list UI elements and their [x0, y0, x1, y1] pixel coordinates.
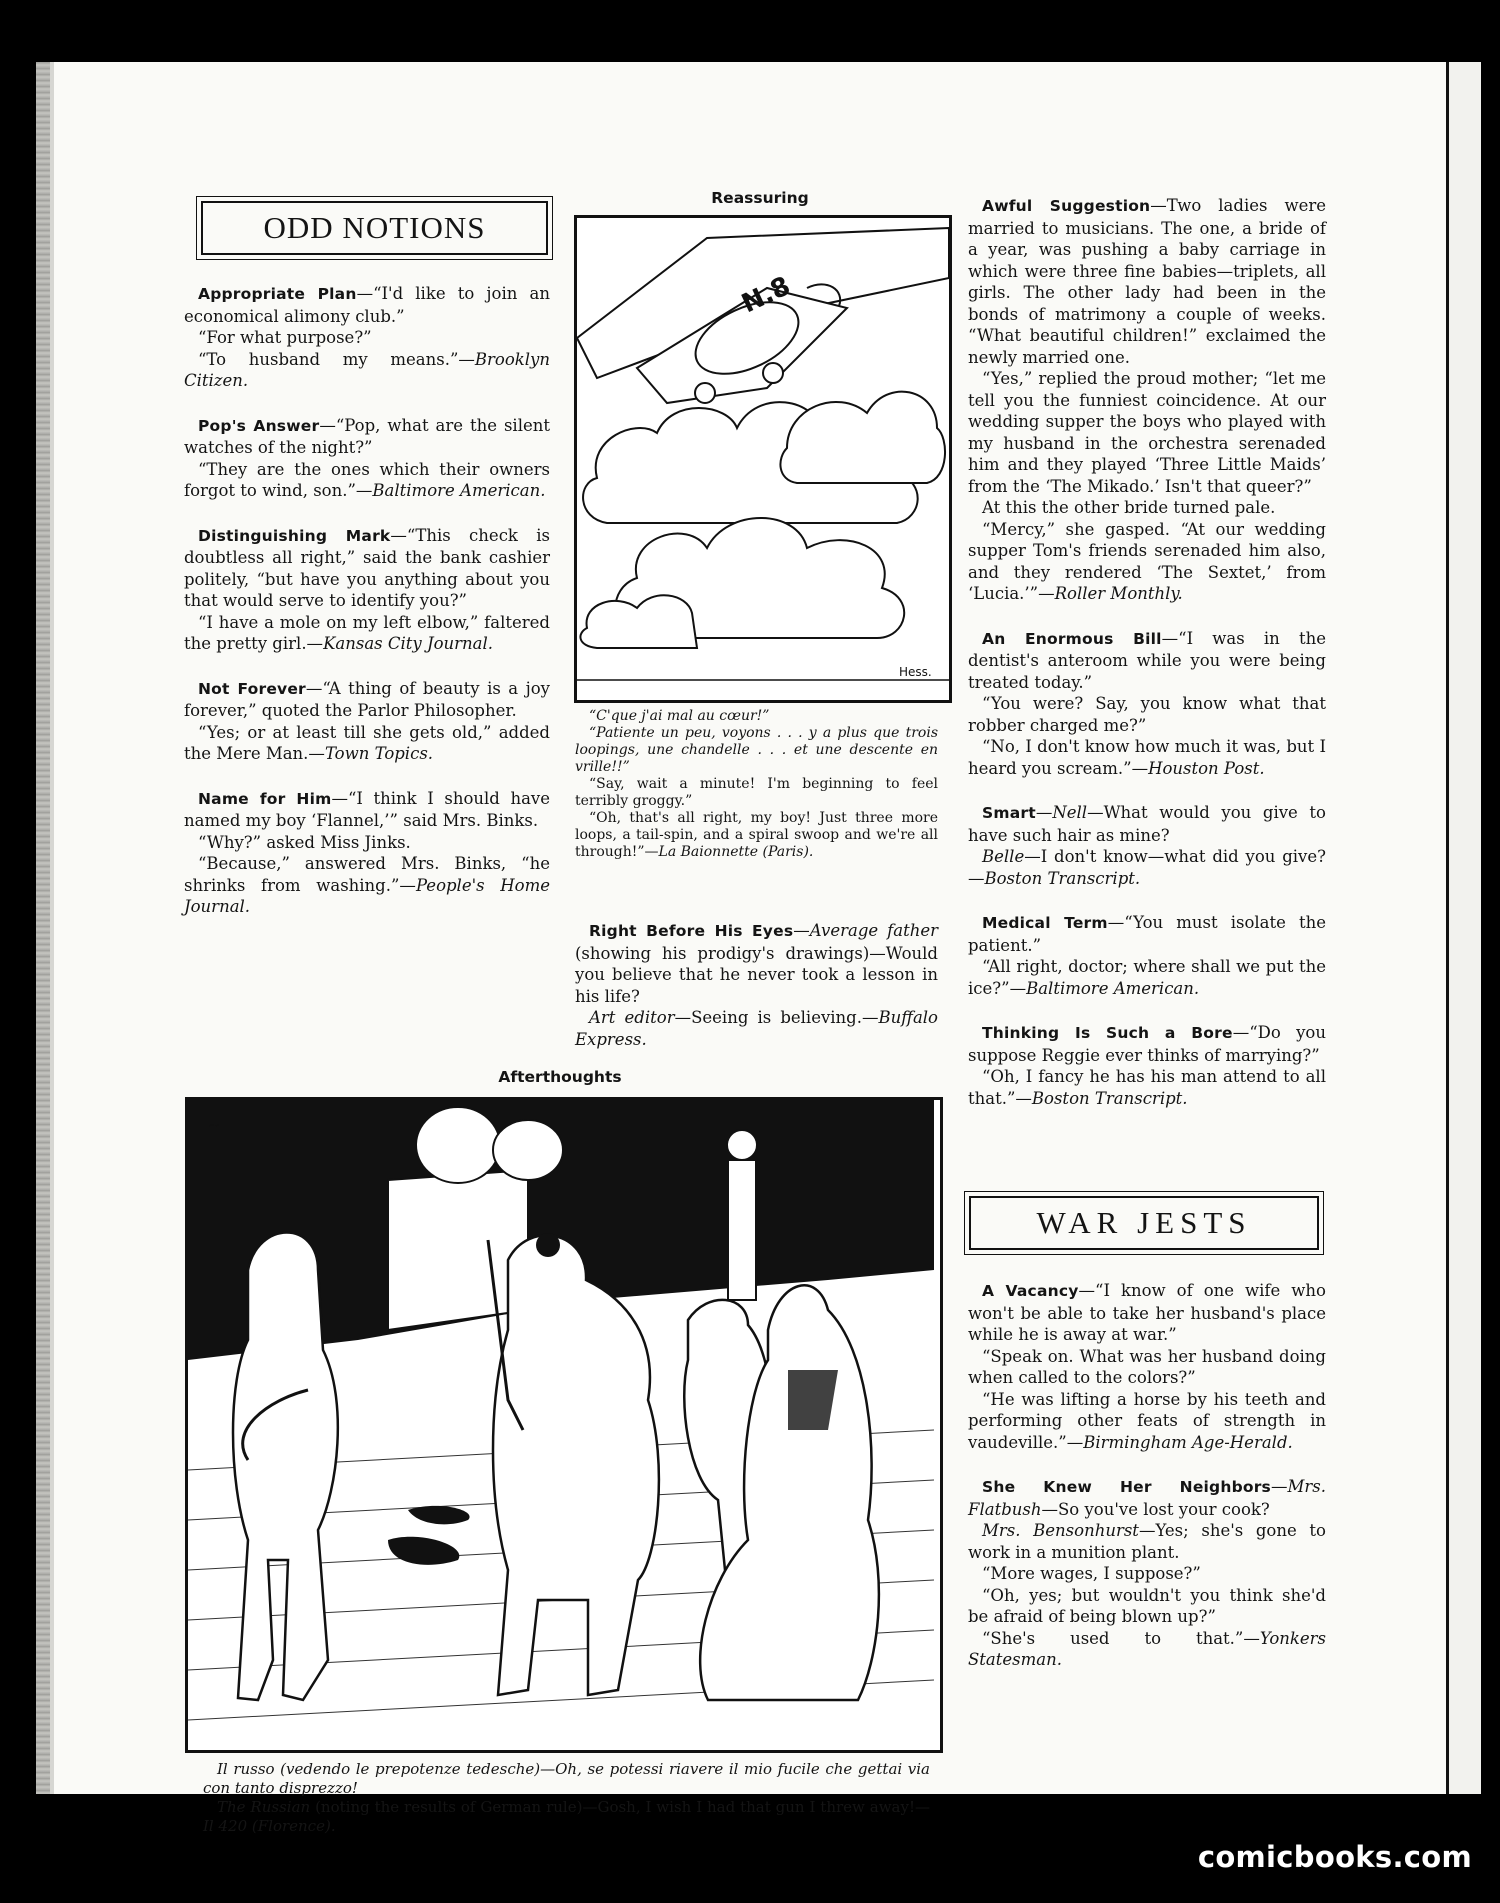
war-jests-item — [968, 1280, 1326, 1453]
binding-edge — [36, 62, 50, 1794]
col3-item — [968, 628, 1326, 780]
joke-text: “He was lifting a horse by his teeth and performing other feats of strength in vaudeville.”— — [968, 1389, 1326, 1452]
joke-source: Brooklyn Citizen. — [184, 349, 550, 390]
joke-text: —Yes; she's gone to work in a munition plant. — [968, 1521, 1326, 1562]
joke-last-line — [968, 1389, 1326, 1454]
joke-lead — [968, 802, 1326, 846]
caption-text: “Oh, that's all right, my boy! Just three more loops, a tail-spin, and a spiral swoop and we're all through!”— — [575, 810, 938, 860]
joke-text: —What would you give to have such hair as mine? — [968, 803, 1326, 845]
odd-notions-lead — [184, 678, 550, 722]
joke-heading: Pop's Answer — [198, 416, 320, 435]
col3-item — [968, 912, 1326, 999]
joke-source: Yonkers Statesman. — [968, 1628, 1326, 1669]
speaker-name: Mrs. Bensonhurst — [982, 1521, 1139, 1540]
joke-text: “To husband my means.”— — [198, 349, 475, 369]
joke-lead — [968, 1476, 1326, 1520]
joke-reply — [968, 1520, 1326, 1563]
col3-lead — [968, 628, 1326, 694]
joke-last-line — [968, 956, 1326, 999]
joke-text: —“I was in the dentist's anteroom while you were being treated today.” — [968, 628, 1326, 692]
odd-notions-column — [184, 283, 550, 941]
joke-heading: Medical Term — [982, 914, 1108, 932]
joke-last-line — [968, 736, 1326, 779]
joke-dash: — — [1035, 803, 1053, 822]
joke-text: —“I think I should have named my boy ‘Flannel,’” said Mrs. Binks. — [184, 788, 550, 830]
odd-notions-lead — [184, 788, 550, 832]
joke-line: “Why?” asked Miss Jinks. — [198, 832, 411, 852]
joke-heading: Appropriate Plan — [198, 285, 357, 303]
svg-text:~: ~ — [208, 1118, 220, 1134]
italian-caption: Il russo (vedendo le prepotenze tedesche)—Oh, se potessi riavere il mio fucile che gettai via con tanto disprezzo! — [203, 1760, 930, 1797]
joke-heading: An Enormous Bill — [982, 629, 1162, 648]
french-caption-line: “Patiente un peu, voyons . . . y a plus que trois loopings, une chandelle . . . et une descente en vrille!!” — [575, 725, 938, 775]
joke-line: “More wages, I suppose?” — [982, 1564, 1201, 1583]
joke-last-line — [184, 612, 550, 655]
joke-reply — [968, 846, 1326, 889]
col3-lead — [968, 912, 1326, 956]
odd-notions-title-text: ODD NOTIONS — [263, 210, 486, 245]
col3-lead — [968, 195, 1326, 368]
war-jests-lead — [968, 1280, 1326, 1346]
joke-text: “Mercy,” she gasped. “At our wedding supper Tom's friends serenaded him also, and they rendered ‘The Sextet,’ from ‘Lucia.’”— — [968, 519, 1326, 603]
joke-text: “She's used to that.”— — [982, 1628, 1260, 1648]
joke-text: —“You must isolate the patient.” — [968, 913, 1326, 955]
joke-last-line — [968, 1066, 1326, 1109]
odd-notions-lead — [184, 283, 550, 327]
caption-source: Il 420 (Florence). — [203, 1817, 336, 1835]
reassuring-artist-signature: Hess. — [899, 665, 932, 679]
joke-text: “All right, doctor; where shall we put the ice?”— — [968, 957, 1326, 998]
caption-speaker: The Russian — [217, 1798, 311, 1816]
caption-source: La Baionnette (Paris). — [658, 844, 814, 860]
right-before-his-eyes — [575, 920, 938, 1073]
afterthoughts-title: Afterthoughts — [498, 1068, 622, 1086]
watermark: comicbooks.com — [1197, 1840, 1472, 1874]
odd-notions-item — [184, 788, 550, 918]
binding-shadow — [50, 62, 54, 1794]
joke-text: —Seeing is believing.— — [674, 1008, 879, 1027]
joke-heading: Not Forever — [198, 679, 306, 698]
right-before-item — [575, 920, 938, 1050]
joke-text: “No, I don't know how much it was, but I heard you scream.”— — [968, 737, 1326, 778]
joke-source: Baltimore American. — [372, 481, 546, 500]
joke-source: Buffalo Express. — [575, 1008, 938, 1049]
reassuring-title: Reassuring — [711, 189, 809, 207]
reassuring-caption — [575, 708, 938, 861]
col3-item — [968, 195, 1326, 605]
joke-last-line — [968, 519, 1326, 605]
joke-text: —“This check is doubtless all right,” said the bank cashier politely, “but have you anything about you that would serve to identify you?” — [184, 525, 550, 610]
odd-notions-lead — [184, 415, 550, 459]
joke-dash: — — [1271, 1477, 1288, 1496]
joke-last-line — [184, 722, 550, 765]
speaker-name: Mrs. Flatbush — [968, 1477, 1326, 1519]
joke-heading: Smart — [982, 804, 1036, 822]
airplane-clouds-illustration — [577, 218, 949, 700]
joke-text: “They are the ones which their owners forgot to wind, son.”— — [184, 459, 550, 500]
joke-line: At this the other bride turned pale. — [982, 498, 1276, 517]
joke-source: Boston Transcript. — [1031, 1088, 1188, 1108]
joke-text: —So you've lost your cook? — [1041, 1499, 1270, 1519]
joke-heading: A Vacancy — [982, 1282, 1079, 1300]
joke-source: Baltimore American. — [1026, 978, 1200, 998]
afterthoughts-illustration — [188, 1100, 934, 1745]
speaker-name: Average father — [809, 921, 939, 940]
english-caption-line: “Say, wait a minute! I'm beginning to feel terribly groggy.” — [575, 776, 938, 809]
odd-notions-item — [184, 525, 550, 655]
joke-line: “Speak on. What was her husband doing when called to the colors?” — [968, 1346, 1326, 1387]
joke-heading: She Knew Her Neighbors — [982, 1478, 1271, 1496]
joke-text: “Yes; or at least till she gets old,” added the Mere Man.— — [184, 722, 550, 763]
joke-heading: Distinguishing Mark — [198, 526, 391, 545]
joke-source: Boston Transcript. — [984, 868, 1141, 888]
joke-text: —“A thing of beauty is a joy forever,” quoted the Parlor Philosopher. — [184, 678, 551, 720]
joke-text: —“I'd like to join an economical alimony club.” — [184, 284, 550, 326]
caption-last-line — [575, 810, 938, 861]
joke-last-line — [968, 1628, 1326, 1671]
joke-text: “I have a mole on my left elbow,” faltered the pretty girl.— — [184, 612, 550, 653]
joke-source: Birmingham Age-Herald. — [1083, 1432, 1293, 1452]
joke-text: —“I know of one wife who won't be able to take her husband's place while he is away at war.” — [968, 1281, 1326, 1344]
neighbors-item — [968, 1476, 1326, 1671]
war-jests-title — [969, 1196, 1319, 1250]
caption-text: (noting the results of German rule)—Gosh, I wish I had that gun I threw away!— — [310, 1798, 930, 1816]
french-caption-line: “C'que j'ai mal au cœur!” — [589, 708, 770, 724]
speaker-name: Nell — [1052, 803, 1088, 822]
odd-notions-item — [184, 283, 550, 392]
joke-dash: — — [793, 921, 810, 940]
speaker-name: Art editor — [589, 1008, 675, 1027]
joke-text: “Because,” answered Mrs. Binks, “he shrinks from washing.”— — [184, 854, 550, 895]
joke-source: People's Home Journal. — [184, 875, 550, 916]
joke-heading: Thinking Is Such a Bore — [982, 1024, 1233, 1042]
joke-last-line — [184, 349, 550, 392]
joke-line: “Yes,” replied the proud mother; “let me tell you the funniest coincidence. At our wedding supper the boys who played with my husband in the orchestra serenaded him and they played ‘Three Little Maids’ from the ‘The Mikado.’ Isn't that queer?” — [968, 369, 1326, 496]
joke-heading: Name for Him — [198, 789, 332, 808]
joke-source: Houston Post. — [1148, 758, 1265, 778]
joke-line: “Oh, yes; but wouldn't you think she'd be afraid of being blown up?” — [968, 1585, 1326, 1626]
column-three — [968, 195, 1326, 1132]
joke-lead — [575, 920, 938, 1007]
war-jests-column — [968, 1280, 1326, 1694]
reassuring-cartoon — [574, 215, 952, 703]
joke-last-line — [184, 853, 550, 918]
joke-line: “For what purpose?” — [198, 328, 372, 347]
joke-text: —“Pop, what are the silent watches of the night?” — [184, 415, 550, 457]
joke-line: “You were? Say, you know what that robber charged me?” — [968, 694, 1326, 735]
joke-source: Roller Monthly. — [1054, 584, 1183, 603]
afterthoughts-caption — [203, 1760, 930, 1836]
col3-item — [968, 1022, 1326, 1109]
joke-last-line — [184, 459, 550, 502]
joke-text: “Oh, I fancy he has his man attend to all that.”— — [968, 1067, 1326, 1108]
war-jests-title-text: WAR JESTS — [1036, 1205, 1252, 1240]
odd-notions-item — [184, 415, 550, 502]
facing-page-edge — [1446, 62, 1481, 1794]
joke-source: Town Topics. — [324, 744, 434, 763]
joke-heading: Right Before His Eyes — [589, 922, 794, 940]
joke-text: (showing his prodigy's drawings)—Would you believe that he never took a lesson in his life? — [575, 943, 938, 1006]
odd-notions-title — [201, 201, 548, 255]
col3-lead — [968, 1022, 1326, 1066]
odd-notions-lead — [184, 525, 550, 612]
plane-number: N.8 — [737, 271, 796, 320]
joke-reply — [575, 1007, 938, 1050]
odd-notions-item — [184, 678, 550, 765]
english-caption — [203, 1798, 930, 1836]
joke-text: —I don't know—what did you give?— — [968, 847, 1326, 888]
speaker-name: Belle — [982, 847, 1025, 866]
joke-heading: Awful Suggestion — [982, 197, 1151, 215]
joke-text: —“Do you suppose Reggie ever thinks of marrying?” — [968, 1023, 1326, 1065]
smart-item — [968, 802, 1326, 889]
joke-source: Kansas City Journal. — [323, 634, 494, 653]
joke-text: —Two ladies were married to musicians. The one, a bride of a year, was pushing a baby carriage in which were three fine babies—triplets, all girls. The other lady had been in the bonds of matrimony a couple of weeks. “What beautiful children!” exclaimed the newly married one. — [968, 196, 1326, 367]
